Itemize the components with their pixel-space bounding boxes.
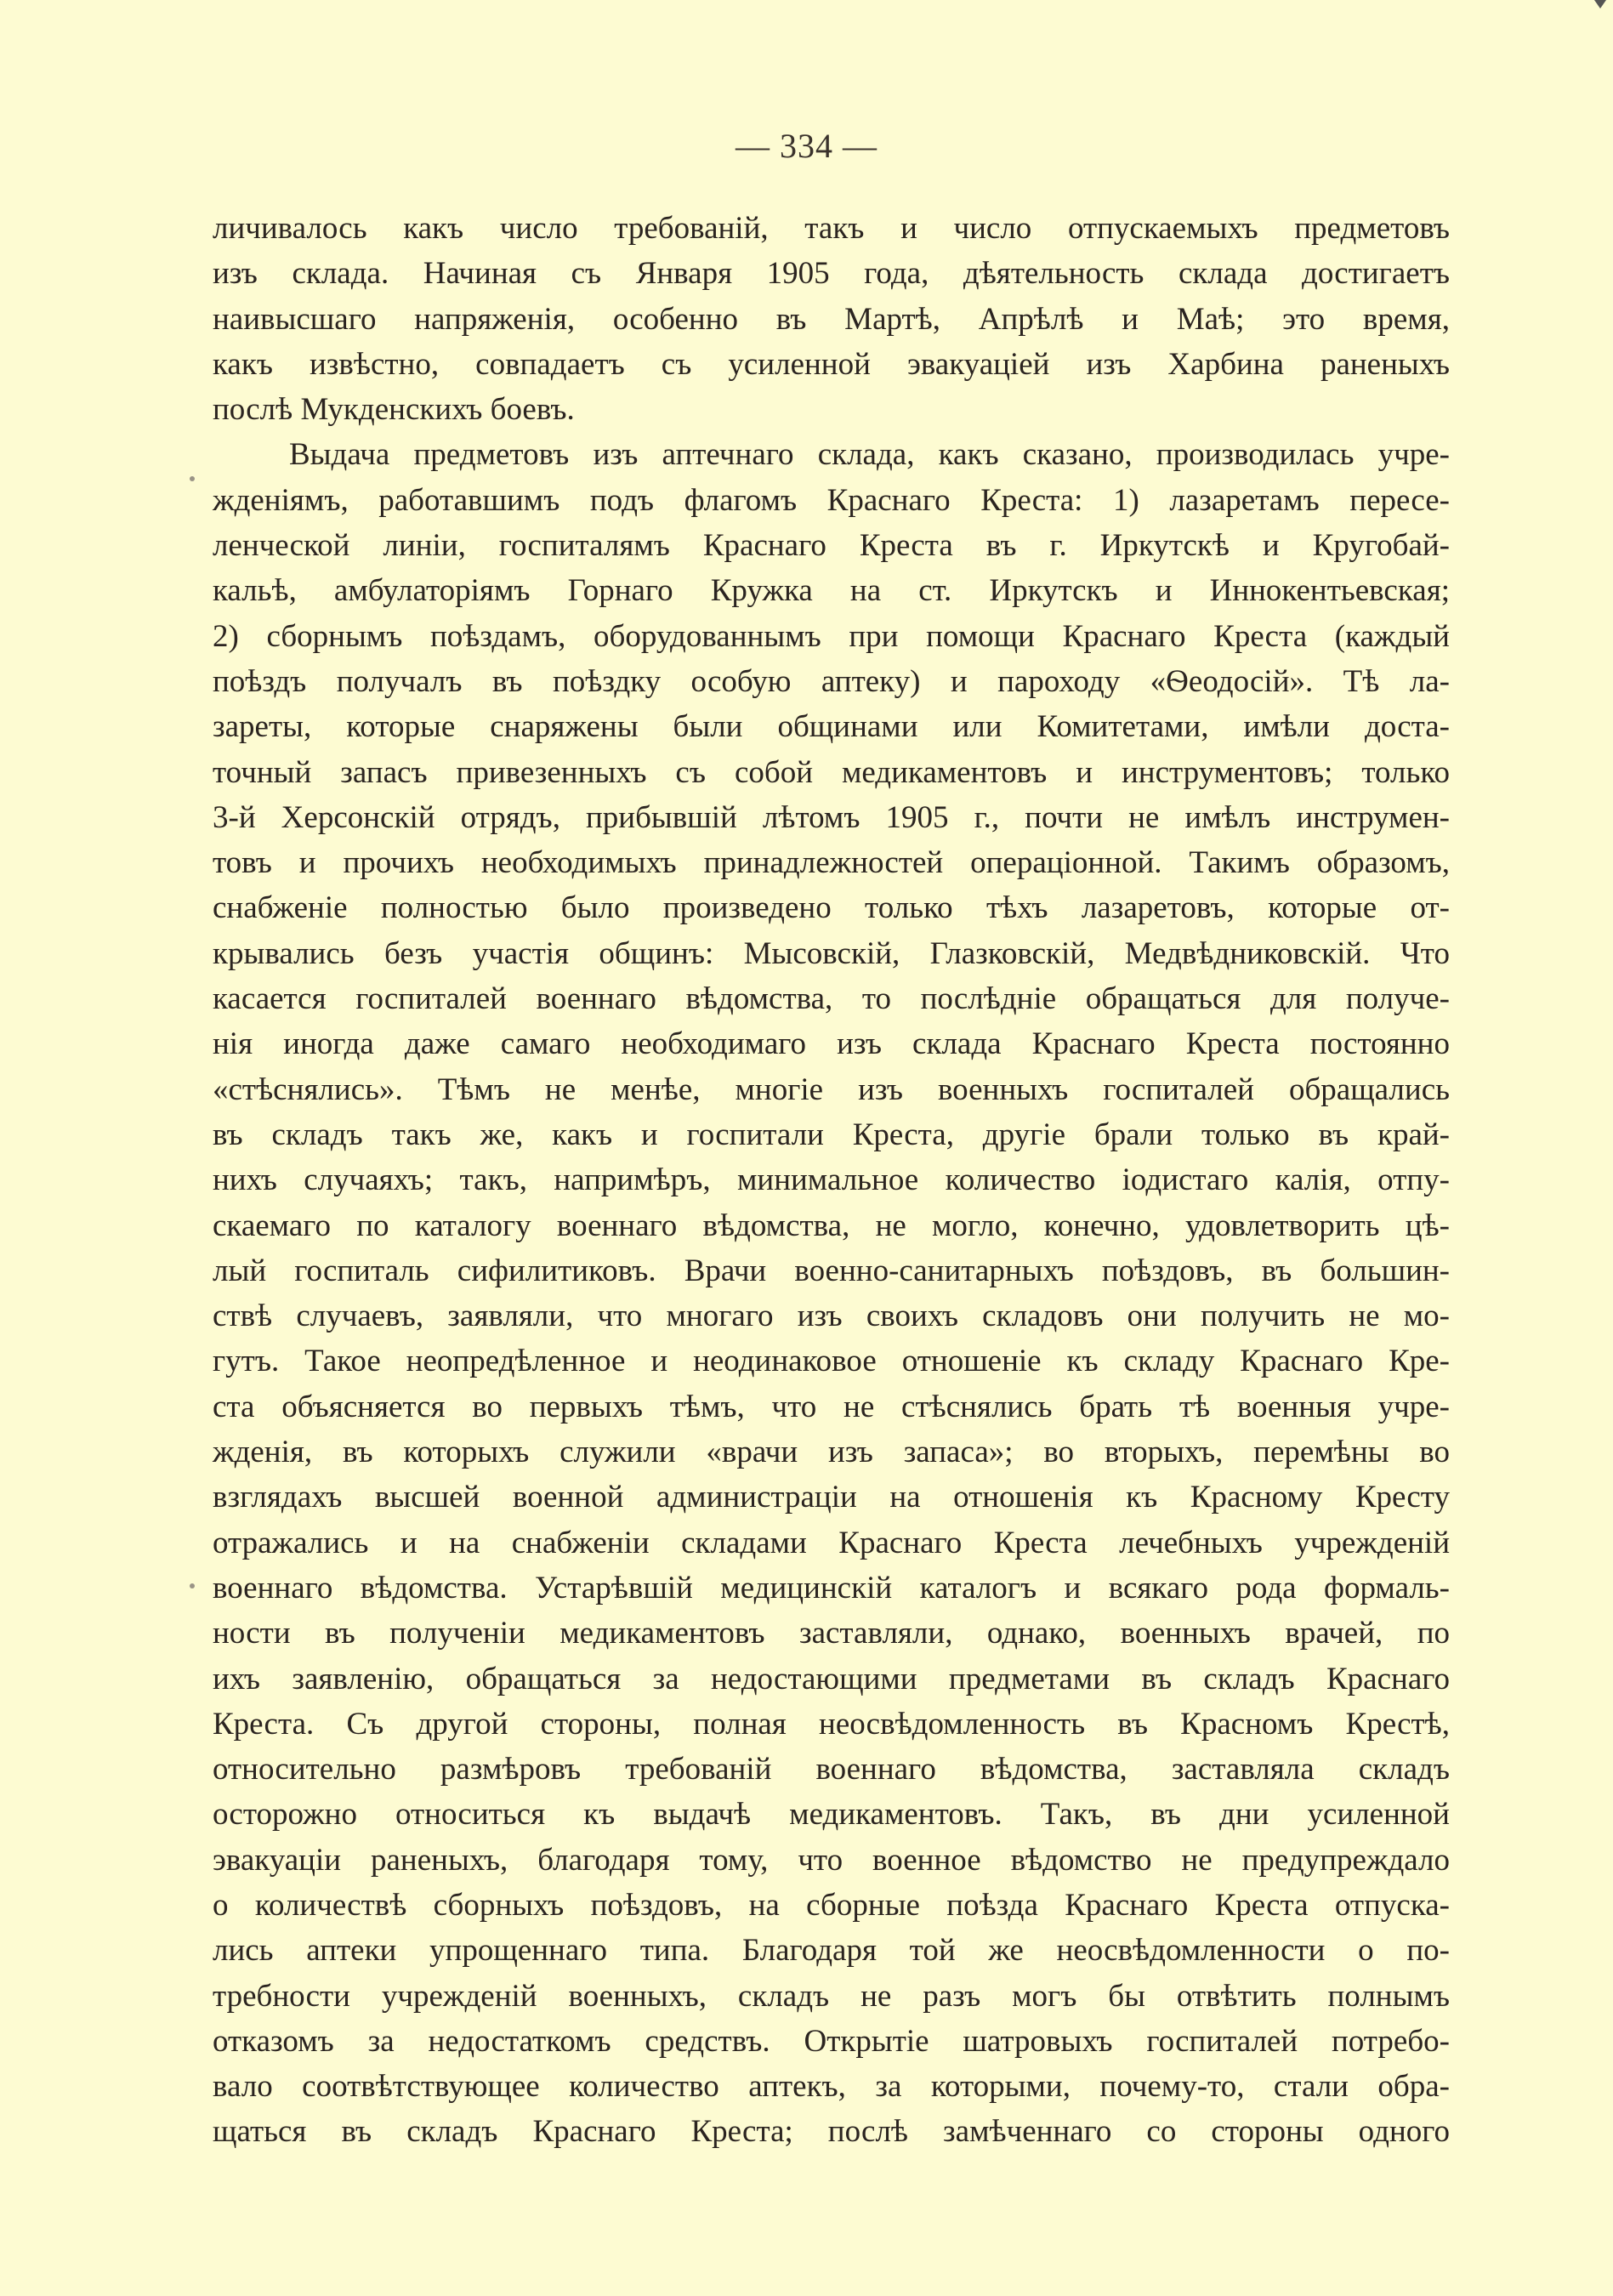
text-line: о количествѣ сборныхъ поѣздовъ, на сборные поѣзда Краснаго Креста отпуска-	[213, 1887, 1450, 1923]
text-line: ленческой линіи, госпиталямъ Краснаго Креста въ г. Иркутскѣ и Кругобай-	[213, 528, 1450, 564]
text-line: наивысшаго напряженія, особенно въ Мартѣ, Апрѣлѣ и Маѣ; это время,	[213, 301, 1450, 337]
text-line: личивалось какъ число требованій, такъ и число отпускаемыхъ предметовъ	[213, 211, 1450, 246]
text-line: ности въ полученіи медикаментовъ заставляли, однако, военныхъ врачей, по	[213, 1616, 1450, 1651]
text-line: крывались безъ участія общинъ: Мысовскій, Глазковскій, Медвѣдниковскій. Что	[213, 935, 1450, 971]
text-line: снабженіе полностью было произведено только тѣхъ лазаретовъ, которые от-	[213, 890, 1450, 926]
text-line: въ складъ такъ же, какъ и госпитали Креста, другіе брали только въ край-	[213, 1117, 1450, 1152]
text-line: нихъ случаяхъ; такъ, напримѣръ, минимальное количество іодистаго калія, отпу-	[213, 1162, 1450, 1198]
text-line: послѣ Мукденскихъ боевъ.	[213, 392, 575, 428]
text-line: отказомъ за недостаткомъ средствъ. Открытіе шатровыхъ госпиталей потребо-	[213, 2023, 1450, 2059]
text-line: Выдача предметовъ изъ аптечнаго склада, какъ сказано, производилась учре-	[289, 437, 1450, 473]
text-line: осторожно относиться къ выдачѣ медикаментовъ. Такъ, въ дни усиленной	[213, 1797, 1450, 1833]
text-line: изъ склада. Начиная съ Января 1905 года, дѣятельность склада достигаетъ	[213, 256, 1450, 292]
page-number: — 334 —	[736, 127, 877, 165]
text-line: требности учрежденій военныхъ, складъ не разъ могъ бы отвѣтить полнымъ	[213, 1978, 1450, 2014]
text-line: лись аптеки упрощеннаго типа. Благодаря той же неосвѣдомленности о по-	[213, 1933, 1450, 1969]
text-line: щаться въ складъ Краснаго Креста; послѣ замѣченнаго со стороны одного	[213, 2114, 1450, 2150]
body-text	[213, 206, 1450, 2155]
text-line: точный запасъ привезенныхъ съ собой медикаментовъ и инструментовъ; только	[213, 754, 1450, 790]
text-line: товъ и прочихъ необходимыхъ принадлежностей операціонной. Такимъ образомъ,	[213, 845, 1450, 881]
text-line: вало соотвѣтствующее количество аптекъ, за которыми, почему-то, стали обра-	[213, 2069, 1450, 2105]
text-line: гутъ. Такое неопредѣленное и неодинаковое отношеніе къ складу Краснаго Кре-	[213, 1344, 1450, 1379]
text-line: военнаго вѣдомства. Устарѣвшій медицинскій каталогъ и всякаго рода формаль-	[213, 1570, 1450, 1605]
text-line: 2) сборнымъ поѣздамъ, оборудованнымъ при помощи Краснаго Креста (каждый	[213, 618, 1450, 654]
text-line: эвакуаціи раненыхъ, благодаря тому, что военное вѣдомство не предупреждало	[213, 1842, 1450, 1878]
scan-speck	[190, 1583, 195, 1588]
text-line: Креста. Съ другой стороны, полная неосвѣдомленность въ Красномъ Крестѣ,	[213, 1706, 1450, 1742]
text-line: относительно размѣровъ требованій военнаго вѣдомства, заставляла складъ	[213, 1752, 1450, 1787]
text-line: «стѣснялись». Тѣмъ не менѣе, многіе изъ военныхъ госпиталей обращались	[213, 1071, 1450, 1107]
text-line: жденіямъ, работавшимъ подъ флагомъ Краснаго Креста: 1) лазаретамъ пересе-	[213, 482, 1450, 518]
text-line: какъ извѣстно, совпадаетъ съ усиленной эвакуаціей изъ Харбина раненыхъ	[213, 346, 1450, 382]
text-line: касается госпиталей военнаго вѣдомства, то послѣдніе обращаться для получе-	[213, 981, 1450, 1017]
text-line: кальѣ, амбулаторіямъ Горнаго Кружка на ст. Иркутскъ и Иннокентьевская;	[213, 573, 1450, 609]
text-line: скаемаго по каталогу военнаго вѣдомства, не могло, конечно, удовлетворить цѣ-	[213, 1208, 1450, 1243]
scan-speck	[190, 476, 195, 481]
text-line: ста объясняется во первыхъ тѣмъ, что не стѣснялись брать тѣ военныя учре-	[213, 1389, 1450, 1424]
text-line: поѣздъ получалъ въ поѣздку особую аптеку) и пароходу «Ѳеодосій». Тѣ ла-	[213, 663, 1450, 699]
text-line: ствѣ случаевъ, заявляли, что многаго изъ своихъ складовъ они получить не мо-	[213, 1299, 1450, 1334]
corner-mark	[1594, 0, 1606, 9]
text-line: зареты, которые снаряжены были общинами или Комитетами, имѣли доста-	[213, 709, 1450, 745]
text-line: отражались и на снабженіи складами Краснаго Креста лечебныхъ учрежденій	[213, 1525, 1450, 1560]
text-line: лый госпиталь сифилитиковъ. Врачи военно-санитарныхъ поѣздовъ, въ большин-	[213, 1253, 1450, 1288]
text-line: 3-й Херсонскій отрядъ, прибывшій лѣтомъ 1905 г., почти не имѣлъ инструмен-	[213, 799, 1450, 835]
text-line: взглядахъ высшей военной администраціи на отношенія къ Красному Кресту	[213, 1480, 1450, 1515]
text-line: жденія, въ которыхъ служили «врачи изъ запаса»; во вторыхъ, перемѣны во	[213, 1435, 1450, 1470]
text-line: нія иногда даже самаго необходимаго изъ склада Краснаго Креста постоянно	[213, 1026, 1450, 1062]
text-line: ихъ заявленію, обращаться за недостающими предметами въ складъ Краснаго	[213, 1661, 1450, 1696]
